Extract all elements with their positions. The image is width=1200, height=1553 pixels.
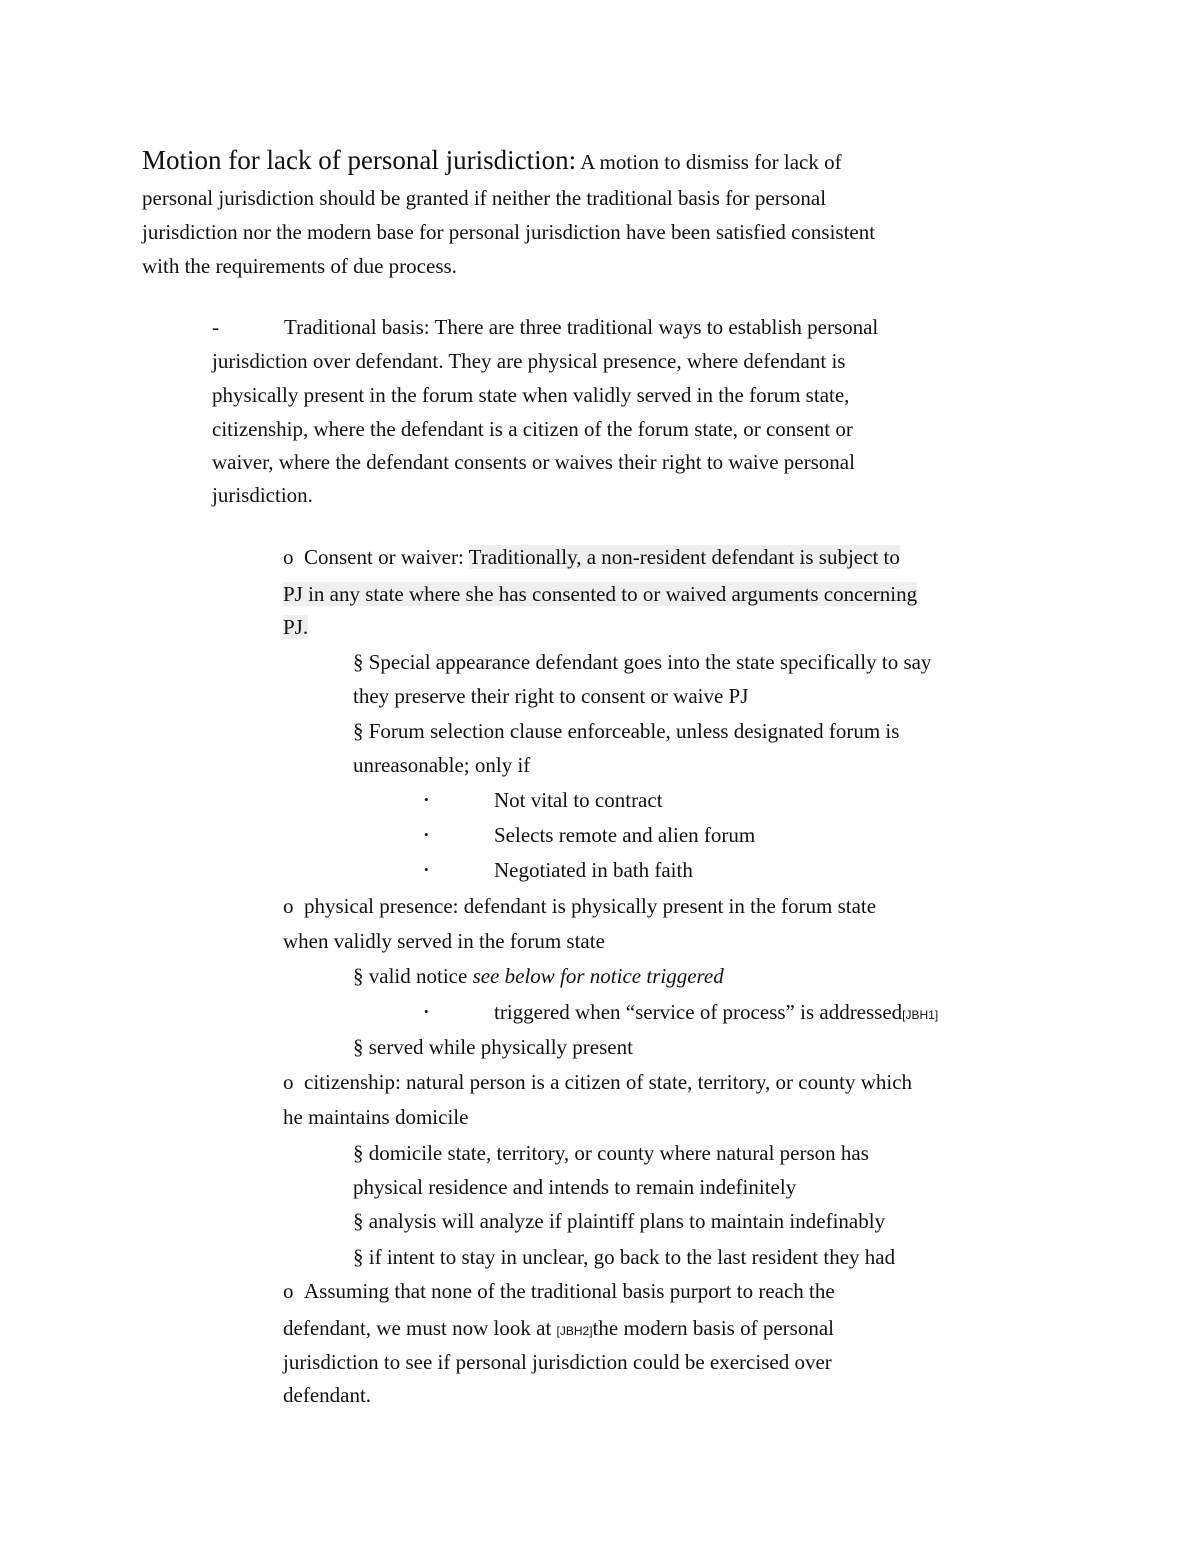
consent-highlight-1: Traditionally, a non-resident defendant is subject to xyxy=(468,545,900,569)
traditional-line-3: physically present in the forum state when validly served in the forum state, xyxy=(212,383,850,407)
assuming-line-2 xyxy=(283,1316,834,1343)
assuming-line-4: defendant. xyxy=(283,1383,372,1407)
analysis-line: § analysis will analyze if plaintiff plans to maintain indefinably xyxy=(353,1209,886,1233)
heading-intro: A motion to dismiss for lack of xyxy=(576,150,842,174)
special-appearance-line-2: they preserve their right to consent or waive PJ xyxy=(353,684,749,708)
domicile-line-1: § domicile state, territory, or county where natural person has xyxy=(353,1141,869,1165)
traditional-line-6: jurisdiction. xyxy=(212,483,313,507)
circle-bullet-marker: o xyxy=(283,894,294,918)
comment-marker-jbh1[interactable]: [JBH1] xyxy=(902,1008,939,1022)
valid-notice-text: § valid notice xyxy=(353,964,473,988)
citizenship-text: citizenship: natural person is a citizen of state, territory, or county which xyxy=(304,1070,913,1094)
intent-line: § if intent to stay in unclear, go back to the last resident they had xyxy=(353,1245,896,1269)
consent-lead: Consent or waiver: xyxy=(304,545,469,569)
heading-line-3: jurisdiction nor the modern base for personal jurisdiction have been satisfied consistent xyxy=(142,220,876,244)
traditional-line-2: jurisdiction over defendant. They are physical presence, where defendant is xyxy=(212,349,846,373)
special-appearance-line-1: § Special appearance defendant goes into the state specifically to say xyxy=(353,650,932,674)
consent-highlight-2: PJ in any state where she has consented to or waived arguments concerning xyxy=(283,582,918,606)
assuming-line-1 xyxy=(283,1279,835,1303)
physical-line-2: when validly served in the forum state xyxy=(283,929,605,953)
served-line: § served while physically present xyxy=(353,1035,633,1059)
bullet-marker: • xyxy=(424,792,429,807)
consent-line-1 xyxy=(283,545,900,569)
assuming-text: Assuming that none of the traditional basis purport to reach the xyxy=(304,1279,835,1303)
assuming-line-3: jurisdiction to see if personal jurisdiction could be exercised over xyxy=(283,1350,832,1374)
forum-bullet-3: Negotiated in bath faith xyxy=(494,858,693,882)
citizenship-line-1 xyxy=(283,1070,912,1094)
forum-selection-line-1: § Forum selection clause enforceable, unless designated forum is xyxy=(353,719,900,743)
traditional-line-1: Traditional basis: There are three traditional ways to establish personal xyxy=(284,315,879,339)
bullet-marker: • xyxy=(424,862,429,877)
comment-marker-jbh2[interactable]: [JBH2] xyxy=(556,1324,593,1338)
bullet-marker: • xyxy=(424,1004,429,1019)
heading-line-4: with the requirements of due process. xyxy=(142,254,457,278)
heading-title: Motion for lack of personal jurisdiction: xyxy=(142,145,577,175)
assuming-text-post: the modern basis of personal xyxy=(592,1316,834,1340)
triggered-text: triggered when “service of process” is addressed xyxy=(494,1000,903,1024)
circle-bullet-marker: o xyxy=(283,1070,294,1094)
triggered-line xyxy=(494,1000,938,1027)
valid-notice-line xyxy=(353,964,724,988)
forum-bullet-1: Not vital to contract xyxy=(494,788,663,812)
consent-highlight-3: PJ. xyxy=(283,615,309,639)
traditional-line-4: citizenship, where the defendant is a citizen of the forum state, or consent or xyxy=(212,417,853,441)
bullet-marker: • xyxy=(424,827,429,842)
heading-line-1 xyxy=(142,145,842,175)
domicile-line-2: physical residence and intends to remain indefinitely xyxy=(353,1175,797,1199)
valid-notice-italic: see below for notice triggered xyxy=(472,964,724,988)
forum-selection-line-2: unreasonable; only if xyxy=(353,753,531,777)
consent-line-3 xyxy=(283,615,308,639)
assuming-text-pre: defendant, we must now look at xyxy=(283,1316,557,1340)
forum-bullet-2: Selects remote and alien forum xyxy=(494,823,756,847)
traditional-line-5: waiver, where the defendant consents or waives their right to waive personal xyxy=(212,450,855,474)
physical-text: physical presence: defendant is physically present in the forum state xyxy=(304,894,877,918)
heading-line-2: personal jurisdiction should be granted if neither the traditional basis for personal xyxy=(142,186,827,210)
physical-line-1 xyxy=(283,894,876,918)
circle-bullet-marker: o xyxy=(283,545,294,569)
dash-marker: - xyxy=(212,315,219,339)
circle-bullet-marker: o xyxy=(283,1279,294,1303)
consent-line-2 xyxy=(283,582,917,606)
citizenship-line-2: he maintains domicile xyxy=(283,1105,469,1129)
